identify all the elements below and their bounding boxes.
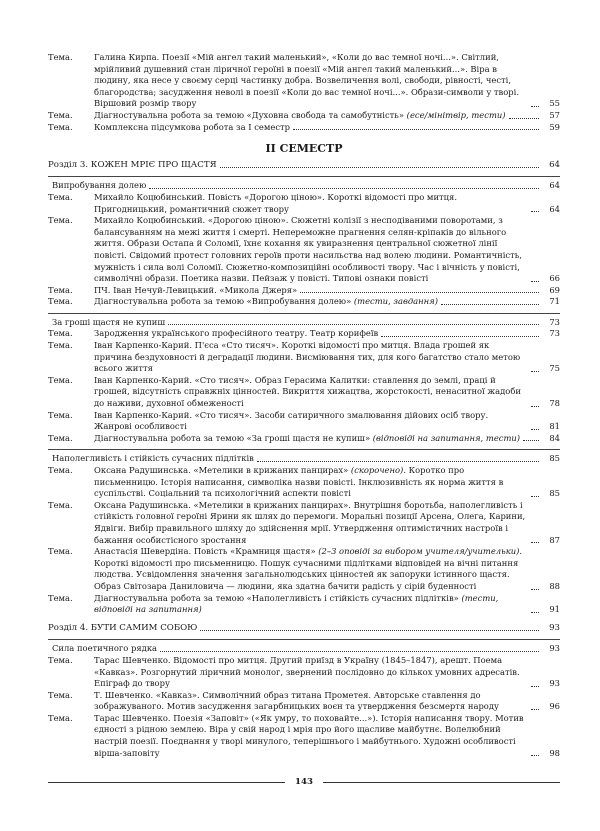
dot-leader (160, 651, 539, 652)
entry-title: Оксана Радушинська. «Метелики в крижаних панцирах» (94, 465, 349, 475)
subsection-heading-page: 85 (549, 453, 560, 464)
section-heading-page: 93 (549, 622, 560, 633)
entry-title: ПЧ. Іван Нечуй-Левицький. «Микола Джеря» (94, 284, 298, 295)
entry-label: Тема. (48, 340, 73, 351)
entry-title: Тарас Шевченко. Поезія «Заповіт» («Як умру, то поховайте...»). Історія написання твору. Мотив єдності з рідною землею. Віра у свій народ і мрія про його щасливе майбутнє. Волелюбний настрій поезії. Поєднання у творі минулого, теперішнього і майбутнього. Художні особливості вірша-заповіту (94, 712, 524, 758)
entry-text (94, 285, 297, 297)
toc-entry (48, 328, 560, 340)
entry-title: Іван Карпенко-Карий. П'єса «Сто тисяч». Короткі відомості про митця. Влада грошей як причина бездуховності й деградації людини. Висміювання тих, для кого багатство стало метою всього життя (94, 340, 521, 374)
dot-leader (531, 106, 539, 107)
toc-entry (48, 433, 560, 445)
section-gap (48, 616, 560, 622)
entry-page: 85 (549, 488, 560, 499)
semester-title: ІІ СЕМЕСТР (265, 142, 343, 156)
entry-text (94, 110, 506, 122)
footer-rule-left (48, 782, 285, 783)
subsection-heading (48, 643, 560, 655)
entry-page: 75 (549, 363, 560, 374)
entry-row (94, 285, 560, 297)
subsection-heading (48, 317, 560, 329)
section-heading (48, 160, 560, 172)
entry-page: 78 (549, 398, 560, 409)
entry-text (94, 410, 528, 433)
toc-entry (48, 375, 560, 410)
section-heading-page: 64 (549, 159, 560, 170)
entry-text (94, 296, 438, 308)
subsection-heading (48, 180, 560, 192)
entry-page: 64 (549, 203, 560, 214)
entry-page: 55 (549, 98, 560, 109)
entry-text (94, 655, 528, 690)
entry-page: 98 (549, 747, 560, 758)
entry-title: Комплексна підсумкова робота за І семестр (94, 121, 291, 132)
toc-entry (48, 122, 560, 134)
dot-leader (531, 542, 539, 543)
dot-leader (200, 630, 539, 631)
entry-label: Тема. (48, 689, 73, 700)
entry-text (94, 340, 528, 375)
entry-label: Тема. (48, 654, 73, 665)
entry-label: Тема. (48, 328, 73, 339)
page-footer (48, 777, 560, 787)
entry-title: Оксана Радушинська. «Метелики в крижаних панцирах». Внутрішня боротьба, наполегливість і стійкість головної героїні Ярини як шлях до перемоги. Моральні позиції Арсена, Олега, Карини, Ядвіги. Вибір правильного шляху до здійснення мрії. Утвердження оптимістичних настроїв і бажання особистісного зростання (94, 499, 526, 545)
entry-label: Тема. (48, 409, 73, 420)
entry-row (94, 500, 560, 546)
entry-text (94, 52, 528, 110)
entry-page: 57 (549, 109, 560, 120)
section-heading-title: Розділ 4. БУТИ САМИМ СОБОЮ (48, 622, 198, 633)
entry-label: Тема. (48, 109, 73, 120)
entry-title: Зародження українського професійного театру. Театр корифеїв (94, 328, 379, 339)
entry-row (94, 433, 560, 445)
entry-page: 93 (549, 678, 560, 689)
subsection-heading-title: Випробування долею (52, 180, 147, 191)
subsection-heading-page: 64 (549, 180, 560, 191)
entry-row (94, 546, 560, 592)
entry-text (94, 433, 520, 445)
subsection-heading-title: Сила поетичного рядка (52, 643, 158, 654)
entry-row (94, 655, 560, 690)
entry-continuation: Коротко про письменницю. Історія написання, символіка назви повісті. Інклюзивність як норма життя в суспільстві. Соціальний та психологічний аспекти повісті (94, 465, 504, 499)
toc-entry (48, 215, 560, 285)
subsection-heading (48, 453, 560, 465)
entry-page: 59 (549, 121, 560, 132)
entry-title: Михайло Коцюбинський. Повість «Дорогою ціною». Короткі відомості про митця. Пригодницький, романтичний сюжет твору (94, 191, 457, 214)
dot-leader (149, 188, 539, 189)
subsection-heading-page: 73 (549, 316, 560, 327)
entry-text (94, 690, 528, 713)
entry-title: Іван Карпенко-Карий. «Сто тисяч». Засоби сатиричного змалювання дійових осіб твору. Жанрові особливості (94, 409, 489, 432)
toc-entry (48, 192, 560, 215)
entry-text (94, 375, 528, 410)
entry-page: 73 (549, 328, 560, 339)
toc-entry (48, 655, 560, 690)
toc-entry (48, 546, 560, 592)
entry-page: 69 (549, 284, 560, 295)
toc-entry (48, 593, 560, 616)
entry-last-line: у творі. Віршовий розмір твору (94, 86, 519, 109)
dot-leader (531, 589, 539, 590)
toc-entry (48, 285, 560, 297)
entry-label: Тема. (48, 592, 73, 603)
toc-entry (48, 465, 560, 500)
entry-text (94, 593, 528, 616)
table-of-contents (48, 52, 560, 759)
entry-label: Тема. (48, 546, 73, 557)
entry-text (94, 122, 290, 134)
dot-leader (293, 129, 539, 130)
entry-page: 91 (549, 604, 560, 615)
entry-label: Тема. (48, 121, 73, 132)
entry-row (94, 52, 560, 110)
entry-label: Тема. (48, 296, 73, 307)
entry-label: Тема. (48, 712, 73, 723)
toc-entry (48, 296, 560, 308)
entry-text (94, 465, 528, 500)
entry-label: Тема. (48, 432, 73, 443)
dot-leader (531, 709, 539, 710)
subsection-rule (48, 449, 560, 450)
entry-title: Діагностувальна робота за темою «Випробування долею» (94, 296, 352, 307)
entry-row (94, 375, 560, 410)
entry-label: Тема. (48, 465, 73, 475)
dot-leader (531, 371, 539, 372)
entry-label: Тема. (48, 284, 73, 295)
subsection-rule (48, 313, 560, 314)
subsection-heading-page: 93 (549, 643, 560, 654)
section-heading (48, 623, 560, 635)
entry-note: (скорочено). (350, 465, 406, 475)
entry-note: (тести, відповіді на запитання) (94, 592, 499, 615)
subsection-heading-title: Наполегливість і стійкість сучасних підлітків (52, 453, 254, 464)
entry-row (94, 690, 560, 713)
entry-page: 71 (549, 296, 560, 307)
entry-title: Анастасія Шевердіна. Повість «Крамниця щастя» (94, 546, 316, 557)
toc-entry (48, 500, 560, 546)
entry-label: Тема. (48, 499, 73, 510)
entry-label: Тема. (48, 374, 73, 385)
entry-title: Діагностувальна робота за темою «За гроші щастя не купиш» (94, 432, 371, 443)
dot-leader (531, 612, 539, 613)
dot-leader (509, 118, 539, 119)
section-rule (48, 176, 560, 177)
dot-leader (531, 755, 539, 756)
dot-leader (300, 292, 539, 293)
entry-title: Діагностувальна робота за темою «Духовна свобода та самобутність» (94, 109, 404, 120)
entry-page: 88 (549, 580, 560, 591)
entry-label: Тема. (48, 215, 73, 226)
entry-text (94, 500, 528, 546)
subsection-heading-title: За гроші щастя не купиш (52, 316, 166, 327)
entry-note: (відповіді на запитання, тести) (372, 432, 521, 443)
dot-leader (531, 686, 539, 687)
entry-page: 87 (549, 534, 560, 545)
entry-row (94, 713, 560, 759)
entry-title: Діагностувальна робота за темою «Наполегливість і стійкість сучасних підлітків» (94, 592, 459, 603)
entry-page: 96 (549, 701, 560, 712)
entry-page: 66 (549, 273, 560, 284)
entry-row (94, 593, 560, 616)
section-heading-title: Розділ 3. КОЖЕН МРІЄ ПРО ЩАСТЯ (48, 159, 217, 170)
page-number: 143 (295, 777, 313, 787)
entry-page: 84 (549, 432, 560, 443)
dot-leader (168, 324, 539, 325)
dot-leader (220, 167, 539, 168)
entry-page: 81 (549, 421, 560, 432)
entry-text (94, 328, 378, 340)
entry-row (94, 122, 560, 134)
toc-entry (48, 690, 560, 713)
toc-entry (48, 410, 560, 433)
entry-row (94, 110, 560, 122)
dot-leader (531, 211, 539, 212)
entry-row (94, 465, 560, 500)
entry-row (94, 296, 560, 308)
entry-title: Тарас Шевченко. Відомості про митця. Другий приїзд в Україну (1845–1847), арешт. Поема «Кавказ». Розгорнутий ліричний монолог, звернений послідовно до кількох умовних адресатів. Епіграф до твору (94, 654, 520, 689)
dot-leader (531, 406, 539, 407)
dot-leader (441, 304, 539, 305)
entry-continuation: Короткі відомості про письменницю. Пошук сучасними підлітками відповідей на вічні питання людства. Усвідомлення значення загальнолюдських цінностей як запоруки істинного щастя. Образ Світозара Даниловича — людини, яка здатна бачити радість у сірій буденності (94, 557, 519, 591)
entry-title: Галина Кирпа. Поезії «Мій ангел такий маленький», «Коли до вас темної ночі...». Світлий, мрійливий душевний стан ліричної героїні в поезії «Мій ангел такий маленький...». Віра в людину, яка несе у своєму серці частинку добра. Возвеличення волі, свободи, рівності, честі, благородства; засудження неволі в поезії «Коли до вас темної ночі...». Образи-символи (94, 52, 512, 97)
entry-row (94, 192, 560, 215)
entry-label: Тема. (48, 191, 73, 202)
entry-text (94, 192, 528, 215)
entry-text (94, 546, 528, 592)
entry-title: Іван Карпенко-Карий. «Сто тисяч». Образ Герасима Калитки: ставлення до землі, праці й грошей, відсутність справжніх цінностей. Викриття хижацтва, жорстокості, ненаситної жадоби до наживи, духовної обмеженості (94, 374, 521, 409)
dot-leader (257, 461, 539, 462)
toc-entry (48, 713, 560, 759)
toc-entry (48, 110, 560, 122)
dot-leader (531, 429, 539, 430)
entry-note: (тести, завдання) (353, 296, 438, 307)
dot-leader (531, 281, 539, 282)
footer-rule-right (323, 782, 560, 783)
entry-row (94, 410, 560, 433)
toc-entry (48, 340, 560, 375)
entry-note: (2–3 оповіді за вибором учителя/учительки). (318, 546, 523, 557)
entry-title: Михайло Коцюбинський. «Дорогою ціною». Сюжетні колізії з несподіваними поворотами, з балансуванням на межі життя і смерті. Непереможне прагнення селян-кріпаків до вільного життя. Образи Остапа й Соломії, їхнє кохання як увиразнення центральної сюжетної лінії повісті. Свідомий протест головних героїв проти насильства над волею людини. Романтичність, мужність і сила волі Соломії. Сюжетно-композиційні особливості твору. Час і вічність у повісті, символічні образи. Поетика назви. Пейзаж у повісті. Типові ознаки повісті (94, 215, 522, 284)
entry-row (94, 340, 560, 375)
entry-title: Т. Шевченко. «Кавказ». Символічний образ титана Прометея. Авторське ставлення до зображуваного. Мотив засудження загарбницьких воєн та утвердження безсмертя народу (94, 689, 499, 712)
dot-leader (381, 336, 539, 337)
section-rule (48, 639, 560, 640)
entry-text (94, 215, 528, 285)
entry-row (94, 328, 560, 340)
entry-note: (есе/мінітвір, тести) (406, 109, 506, 120)
dot-leader (523, 440, 539, 441)
toc-entry (48, 52, 560, 110)
entry-label: Тема. (48, 52, 73, 62)
dot-leader (531, 496, 539, 497)
entry-text (94, 713, 528, 759)
entry-row (94, 215, 560, 285)
